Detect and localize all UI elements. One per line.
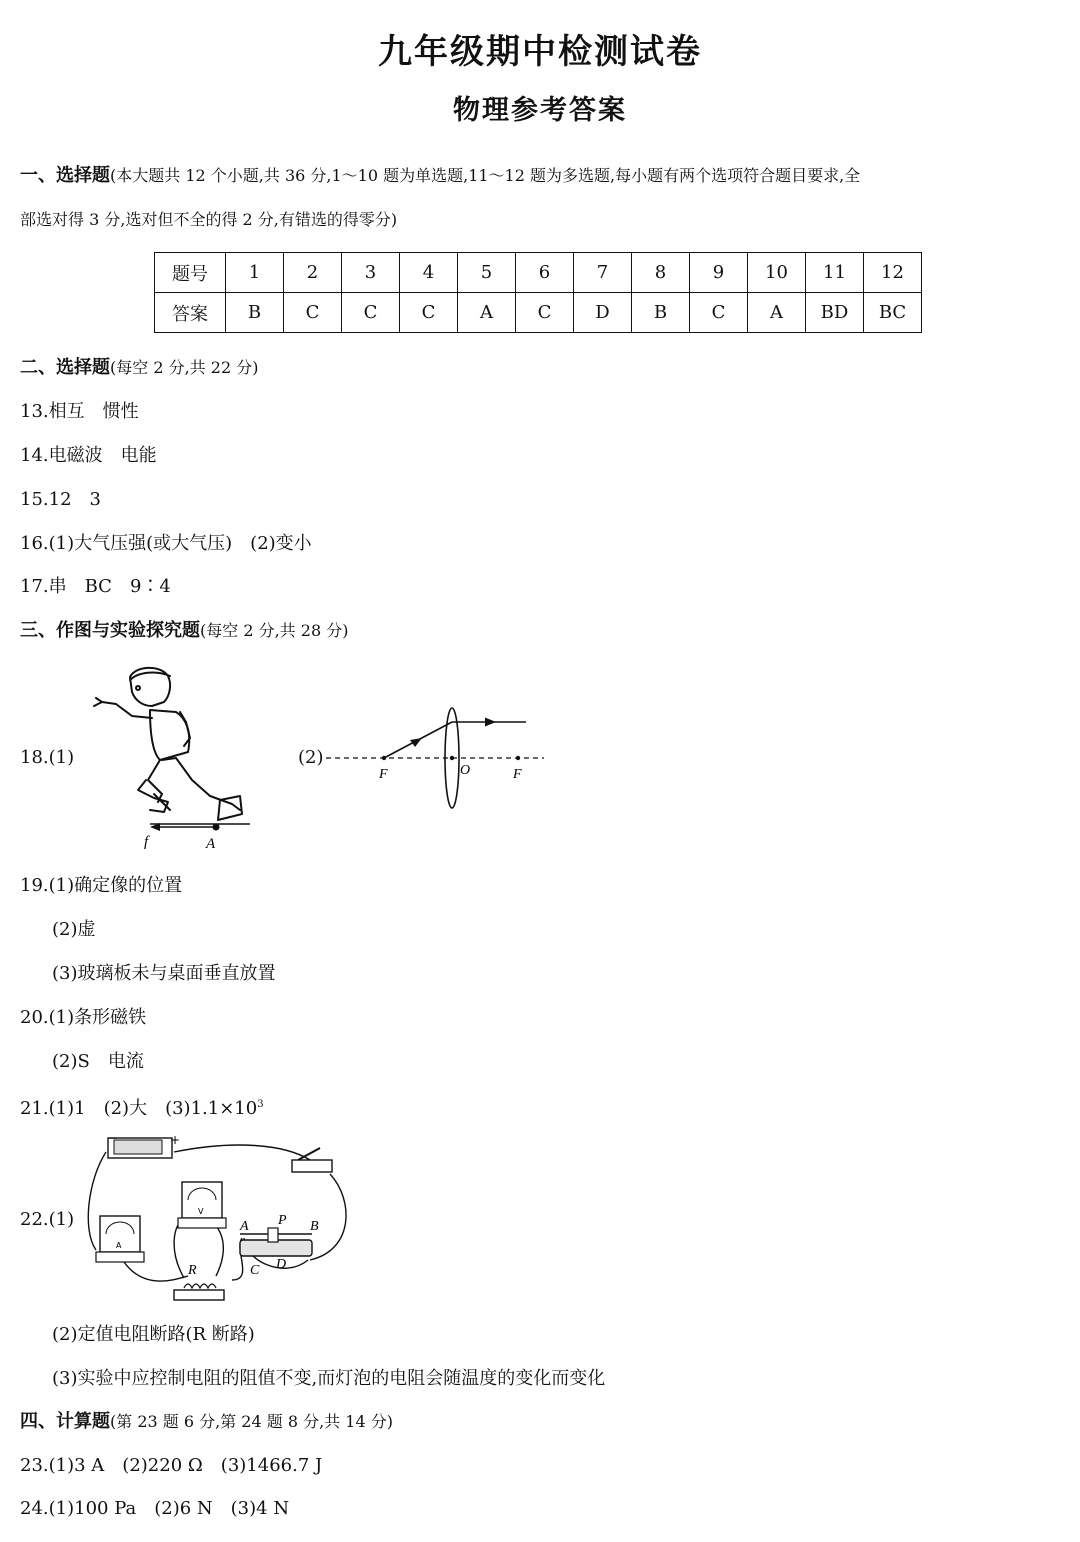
section1-note-line1: (本大题共 12 个小题,共 36 分,1～10 题为单选题,11～12 题为多选题,每小题有两个选项符合题目要求,全 xyxy=(110,166,861,185)
answer-line: 20.(1)条形磁铁 xyxy=(20,1007,147,1028)
resistor-r-label: R xyxy=(188,1263,197,1278)
section3-header xyxy=(20,619,348,643)
answer-line: 17.串 BC 9∶4 xyxy=(20,576,171,597)
answer-cell: C xyxy=(516,293,574,333)
answer-line: 14.电磁波 电能 xyxy=(20,445,157,466)
q18-part2-label: (2) xyxy=(298,747,324,768)
answer-cell: A xyxy=(458,293,516,333)
section4-heading: 四、计算题 xyxy=(20,1411,110,1432)
rheostat-a-label: A xyxy=(240,1219,249,1234)
answer-cell: C xyxy=(690,293,748,333)
answer-line: (3)实验中应控制电阻的阻值不变,而灯泡的电阻会随温度的变化而变化 xyxy=(52,1368,606,1389)
section1-note-line2: 部选对得 3 分,选对但不全的得 2 分,有错选的得零分) xyxy=(20,210,398,229)
voltmeter-symbol: V xyxy=(198,1207,204,1216)
point-a-label: A xyxy=(206,836,216,852)
lens-ray-diagram xyxy=(326,700,546,820)
question-number-cell: 6 xyxy=(516,253,574,293)
table-header-cell: 题号 xyxy=(155,253,226,293)
answer-cell: C xyxy=(284,293,342,333)
question-number-cell: 2 xyxy=(284,253,342,293)
page-title: 九年级期中检测试卷 xyxy=(378,32,702,72)
q18-label: 18.(1) xyxy=(20,747,75,768)
answer-cell: A xyxy=(748,293,806,333)
answer-cell: BC xyxy=(864,293,922,333)
runner-illustration xyxy=(94,668,242,820)
question-number-cell: 4 xyxy=(400,253,458,293)
question-number-cell: 8 xyxy=(632,253,690,293)
answer-cell: C xyxy=(342,293,400,333)
section3-note: (每空 2 分,共 28 分) xyxy=(200,621,349,640)
force-label: f xyxy=(144,834,149,850)
section2-header xyxy=(20,356,258,380)
section1-header xyxy=(20,164,860,188)
question-number-cell: 7 xyxy=(574,253,632,293)
point-a-dot xyxy=(213,824,220,831)
answer-cell: C xyxy=(400,293,458,333)
q21-text: 21.(1)1 (2)大 (3)1.1×10 xyxy=(20,1098,258,1119)
ammeter-symbol: A xyxy=(116,1241,122,1250)
focus-left-dot xyxy=(382,756,386,760)
answer-line-q21 xyxy=(20,1093,264,1121)
rheostat-d-label: D xyxy=(276,1257,287,1272)
voltmeter-icon xyxy=(178,1182,226,1228)
switch-icon xyxy=(292,1148,332,1172)
section2-heading: 二、选择题 xyxy=(20,357,110,378)
answer-line: (3)玻璃板未与桌面垂直放置 xyxy=(52,963,276,984)
table-row-numbers xyxy=(155,253,922,293)
section3-heading: 三、作图与实验探究题 xyxy=(20,620,200,641)
answer-line: 19.(1)确定像的位置 xyxy=(20,875,183,896)
answer-table xyxy=(154,252,922,333)
focus-right-label: F xyxy=(513,767,522,782)
answer-line: 15.12 3 xyxy=(20,489,101,510)
runner-friction-figure xyxy=(80,662,270,857)
rheostat-p-label: P xyxy=(278,1213,287,1228)
answer-line: 24.(1)100 Pa (2)6 N (3)4 N xyxy=(20,1498,290,1519)
section4-header xyxy=(20,1410,393,1434)
answer-line: (2)S 电流 xyxy=(52,1051,144,1072)
rheostat-icon xyxy=(240,1228,312,1256)
focus-left-label: F xyxy=(379,767,388,782)
resistor-r-icon xyxy=(174,1284,224,1300)
answer-cell: BD xyxy=(806,293,864,333)
answer-line: 16.(1)大气压强(或大气压) (2)变小 xyxy=(20,533,312,554)
refracted-ray xyxy=(452,718,526,727)
answer-line: (2)虚 xyxy=(52,919,96,940)
question-number-cell: 3 xyxy=(342,253,400,293)
q22-label: 22.(1) xyxy=(20,1209,75,1230)
q21-exponent: 3 xyxy=(257,1099,264,1110)
section2-note: (每空 2 分,共 22 分) xyxy=(110,358,259,377)
question-number-cell: 5 xyxy=(458,253,516,293)
answer-cell: B xyxy=(632,293,690,333)
answer-line: 23.(1)3 A (2)220 Ω (3)1466.7 J xyxy=(20,1455,323,1476)
battery-plus-label: + xyxy=(170,1133,181,1147)
page-subtitle: 物理参考答案 xyxy=(453,95,627,126)
question-number-cell: 9 xyxy=(690,253,748,293)
question-number-cell: 1 xyxy=(226,253,284,293)
question-number-cell: 10 xyxy=(748,253,806,293)
table-header-cell: 答案 xyxy=(155,293,226,333)
battery-minus-label: − xyxy=(108,1131,119,1145)
question-number-cell: 11 xyxy=(806,253,864,293)
focus-right-dot xyxy=(516,756,520,760)
ammeter-icon xyxy=(96,1216,144,1262)
answer-line: 13.相互 惯性 xyxy=(20,401,139,422)
answer-cell: D xyxy=(574,293,632,333)
answer-line: (2)定值电阻断路(R 断路) xyxy=(52,1324,255,1345)
rheostat-c-label: C xyxy=(250,1263,260,1278)
table-row-answers xyxy=(155,293,922,333)
incident-ray xyxy=(384,722,452,758)
section1-heading: 一、选择题 xyxy=(20,165,110,186)
question-number-cell: 12 xyxy=(864,253,922,293)
rheostat-b-label: B xyxy=(310,1219,319,1234)
answer-cell: B xyxy=(226,293,284,333)
optical-center-label: O xyxy=(460,763,471,778)
circuit-figure xyxy=(84,1130,356,1306)
section4-note: (第 23 题 6 分,第 24 题 8 分,共 14 分) xyxy=(110,1412,393,1431)
optical-center-dot xyxy=(450,756,454,760)
